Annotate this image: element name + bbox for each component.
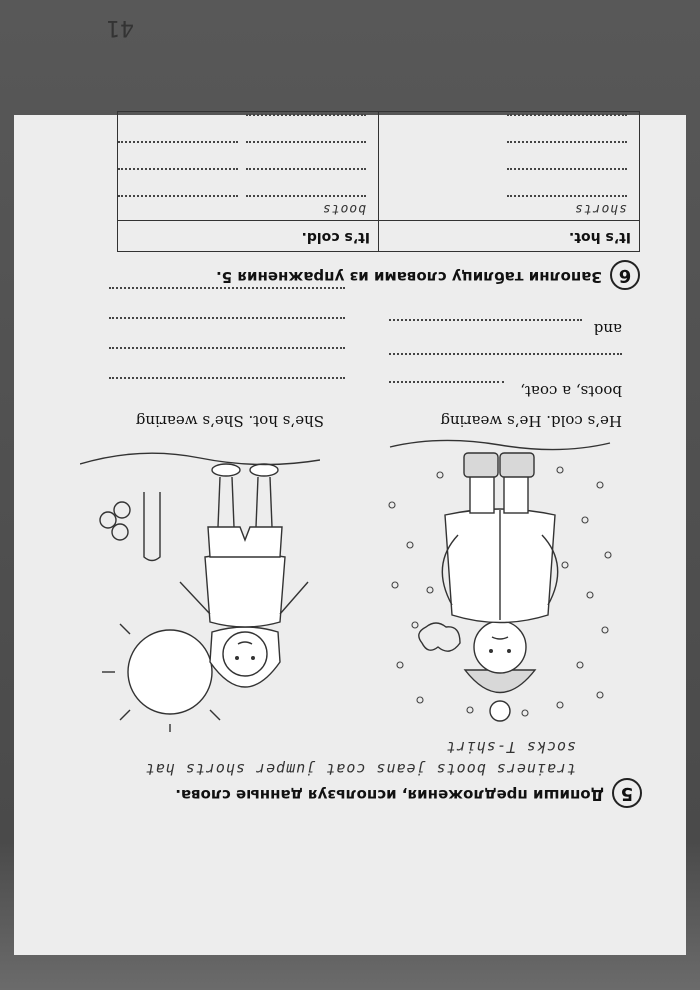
exercise5-number: 5 bbox=[612, 778, 642, 808]
table-row[interactable] bbox=[379, 166, 639, 193]
answer-line[interactable] bbox=[507, 168, 627, 171]
answer-line-cold-3[interactable] bbox=[389, 319, 582, 322]
answer-line-hot-1[interactable] bbox=[109, 377, 345, 380]
table-row[interactable] bbox=[118, 112, 378, 139]
answer-line[interactable] bbox=[507, 195, 627, 198]
table-header-cold: It’s cold. bbox=[118, 221, 379, 252]
cold-entry-1: boots bbox=[321, 201, 366, 216]
table-cell-hot[interactable] bbox=[379, 112, 640, 221]
table-row[interactable] bbox=[379, 139, 639, 166]
table-cell-cold[interactable] bbox=[118, 112, 379, 221]
answer-line[interactable] bbox=[118, 168, 238, 171]
table-row[interactable] bbox=[118, 166, 378, 193]
answer-line-cold-1[interactable] bbox=[389, 381, 504, 384]
and-word: and bbox=[593, 320, 622, 338]
exercise5-word-list-line2: socks T-shirt bbox=[445, 738, 576, 756]
exercise5-word-list-line1: trainers boots jeans coat jumper shorts hat bbox=[144, 760, 576, 778]
answer-line[interactable] bbox=[246, 114, 366, 117]
table-row[interactable] bbox=[379, 112, 639, 139]
table-row[interactable] bbox=[118, 139, 378, 166]
girl-in-sun-illustration bbox=[80, 432, 320, 732]
sentence-cold: He’s cold. He’s wearing bbox=[440, 412, 622, 430]
hot-entry-1: shorts bbox=[574, 201, 627, 216]
answer-line[interactable] bbox=[246, 168, 366, 171]
page-number: 41 bbox=[106, 15, 134, 40]
sentence-cold-line2: boots, a coat, bbox=[520, 382, 622, 400]
exercise6-title: Заполни таблицу словами из упражнения 5. bbox=[215, 268, 602, 286]
exercise6-table bbox=[117, 111, 640, 252]
table-row[interactable] bbox=[379, 193, 639, 220]
table-row[interactable] bbox=[118, 193, 378, 220]
sentence-hot: She’s hot. She’s wearing bbox=[135, 412, 324, 430]
answer-line-hot-2[interactable] bbox=[109, 347, 345, 350]
answer-line-cold-2[interactable] bbox=[389, 353, 622, 356]
answer-line[interactable] bbox=[507, 141, 627, 144]
answer-line[interactable] bbox=[507, 114, 627, 117]
exercise5-title: Допиши предложения, используя данные слова. bbox=[175, 786, 604, 804]
exercise6-number: 6 bbox=[610, 260, 640, 290]
answer-line-hot-4[interactable] bbox=[109, 287, 345, 290]
boy-in-snow-illustration bbox=[380, 435, 620, 725]
answer-line[interactable] bbox=[118, 141, 238, 144]
answer-line-hot-3[interactable] bbox=[109, 317, 345, 320]
answer-line[interactable] bbox=[246, 195, 366, 198]
answer-line[interactable] bbox=[246, 141, 366, 144]
table-header-hot: It’s hot. bbox=[379, 221, 640, 252]
answer-line[interactable] bbox=[118, 195, 238, 198]
